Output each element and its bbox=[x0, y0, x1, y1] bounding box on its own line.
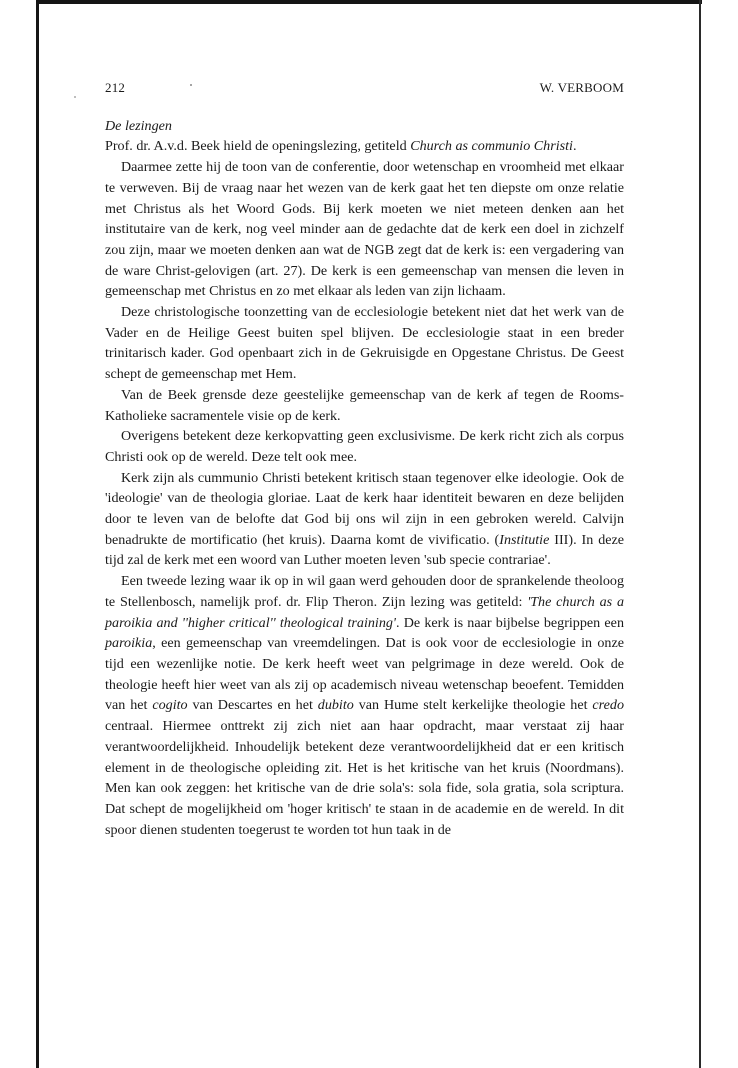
running-head bbox=[105, 78, 624, 99]
scan-speck bbox=[74, 96, 76, 98]
scan-border-top bbox=[36, 0, 702, 4]
scan-border-left bbox=[36, 0, 39, 1068]
paragraph-4: Van de Beek grensde deze geestelijke gemeenschap van de kerk af tegen de Rooms-Katholieke sacramentele visie op de kerk. bbox=[105, 386, 624, 424]
paragraph-5: Overigens betekent deze kerkopvatting geen exclusivisme. De kerk richt zich als corpus Christi ook op de wereld. Deze telt ook mee. bbox=[105, 428, 624, 465]
paragraph-7: Een tweede lezing waar ik op in wil gaan werd gehouden door de sprankelende theoloog te Stellenbosch, namelijk prof. dr. Flip Theron. Zijn lezing was getiteld: 'The church as a paroikia and ''higher critical'' theological training'. De kerk is naar bijbelse begrippen een paroikia, een gemeenschap van vreemdelingen. Dat is ook voor de ecclesiologie in onze tijd een wezenlijke notie. De kerk heeft weet van pelgrimage in deze wereld. Ook de theologie heeft hier weet van als zij op academisch niveau wetenschap beoefent. Temidden van het cogito van Descartes en het dubito van Hume stelt kerkelijke theologie het credo centraal. Hiermee onttrekt zij zich niet aan haar opdracht, maar verstaat zij haar verantwoordelijkheid. Inhoudelijk betekent deze verantwoordelijkheid dat er een kritisch element in de theologische opleiding zit. Het is het kritische van het kruis (Noordmans). Men kan ook zeggen: het kritische van de drie sola's: sola fide, sola gratia, sola scriptura. Dat schept de mogelijkheid om 'hoger kritisch' te staan in de academie en de wereld. In dit spoor dienen studenten toegerust te worden tot hun taak in de bbox=[105, 573, 624, 838]
lecture-title: Church as communio Christi bbox=[410, 138, 573, 155]
running-head-author: W. VERBOOM bbox=[539, 80, 624, 95]
page-body bbox=[105, 78, 624, 840]
lecture-title: 'The church as a paroikia and ''higher critical'' theological training' bbox=[105, 593, 624, 631]
section-title: De lezingen bbox=[105, 117, 172, 134]
scan-border-right bbox=[699, 0, 701, 1068]
paragraph-1: Prof. dr. A.v.d. Beek hield de openingslezing, getiteld Church as communio Christi. bbox=[105, 138, 577, 155]
paragraph-2: Daarmee zette hij de toon van de conferentie, door wetenschap en vroomheid met elkaar te verweven. Bij de vraag naar het wezen van de kerk gaat het ten diepste om onze relatie met Christus als het Woord Gods. Bij kerk moeten we niet meteen denken aan het institutaire van de kerk, nog veel minder aan de gedachte dat de kerk een doel in zichzelf zou zijn, maar we moeten denken aan wat de NGB zegt dat de kerk is: een vergadering van de ware Christ-gelovigen (art. 27). De kerk is een gemeenschap van mensen die leven in gemeenschap met Christus en zo met elkaar als leden van zijn lichaam. bbox=[105, 159, 624, 300]
paragraph-3: Deze christologische toonzetting van de ecclesiologie betekent niet dat het werk van de Vader en de Heilige Geest buiten spel blijven. De ecclesiologie staat in een breder trinitarisch kader. God openbaart zich in de Gekruisigde en Opgestane Christus. De Geest schept de gemeenschap met Hem. bbox=[105, 304, 624, 383]
page-number: 212 bbox=[105, 80, 126, 95]
paragraph-6: Kerk zijn als cummunio Christi betekent kritisch staan tegenover elke ideologie. Ook de 'ideologie' van de theologia gloriae. Laat de kerk haar identiteit bewaren en deze belijden door te leven van de belofte dat God bij ons wil zijn in een gebroken wereld. Calvijn benadrukte de mortificatio (het kruis). Daarna komt de vivificatio. (Institutie III). In deze tijd zal de kerk met een woord van Luther moeten leven 'sub specie contrariae'. bbox=[105, 469, 625, 569]
